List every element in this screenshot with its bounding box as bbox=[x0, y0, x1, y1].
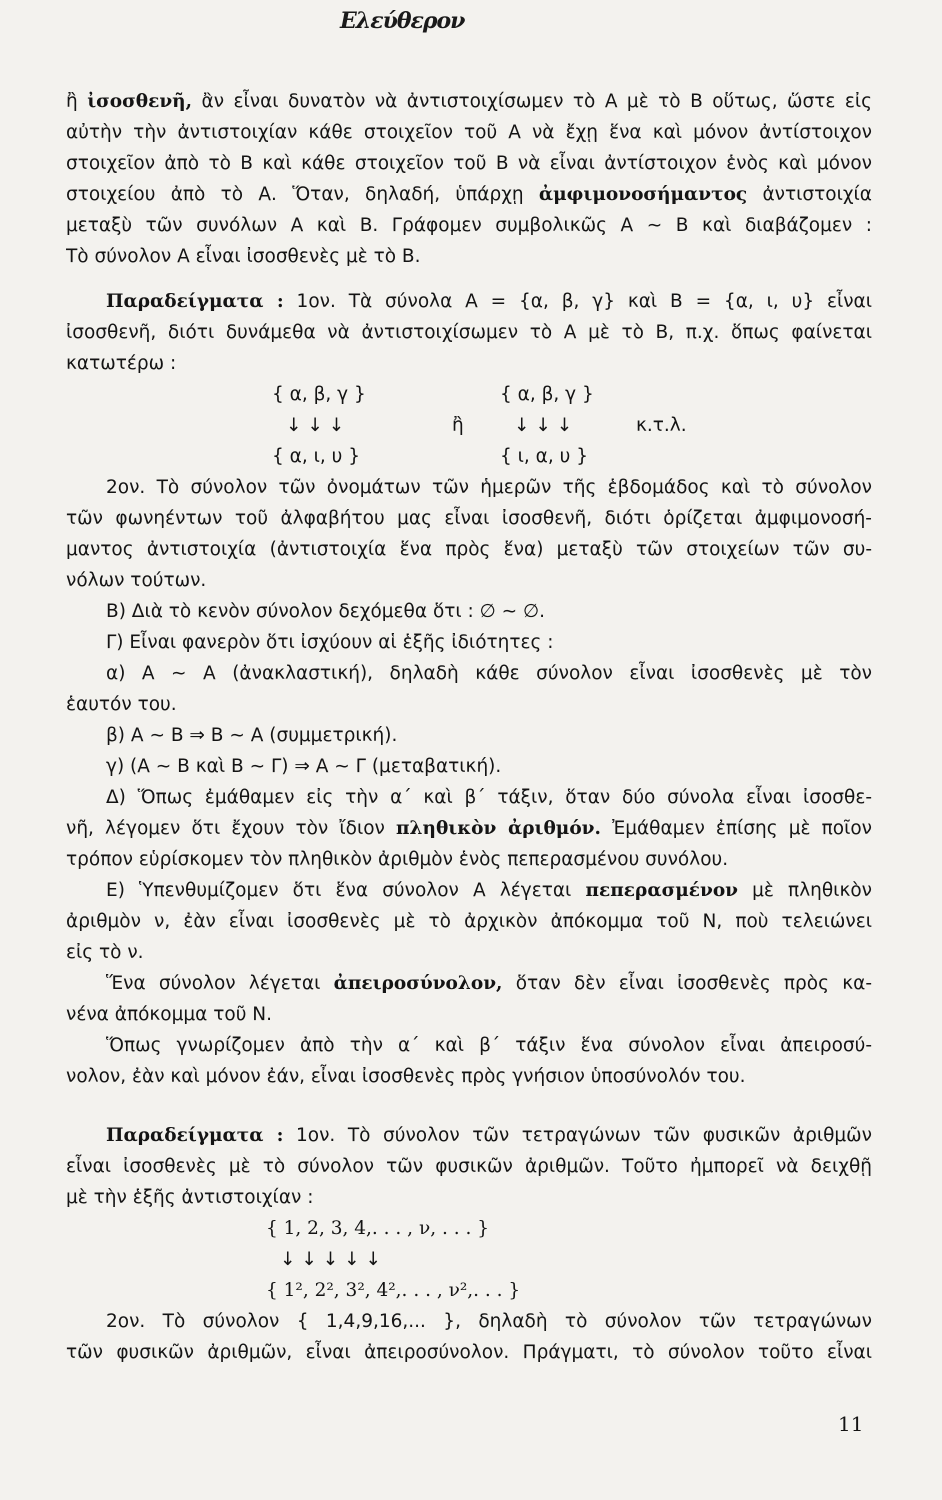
text-line: τῶν φυσικῶν ἀριθμῶν, εἶναι ἀπειροσύνολον. Πράγματι, τὸ σύνολον τοῦτο εἶναι bbox=[66, 1342, 872, 1363]
text-line: μεταξὺ τῶν συνόλων Α καὶ Β. Γράφομεν συμβολικῶς Α ∼ Β καὶ διαβάζομεν : bbox=[66, 215, 872, 236]
text-line: νόλων τούτων. bbox=[66, 570, 207, 591]
body-text bbox=[66, 86, 872, 1368]
mapping-row-bottom bbox=[66, 441, 872, 472]
text-line: αὐτὴν τὴν ἀντιστοιχίαν κάθε στοιχεῖον τοῦ Α νὰ ἔχῃ ἕνα καὶ μόνον ἀντίστοιχον bbox=[66, 122, 872, 143]
text-line: ἰσοσθενῆ, διότι δυνάμεθα νὰ ἀντιστοιχίσωμεν τὸ Α μὲ τὸ Β, π.χ. ὅπως φαίνεται bbox=[66, 322, 872, 343]
etc-word: κ.τ.λ. bbox=[636, 415, 687, 436]
or-word: ἢ bbox=[452, 415, 464, 436]
squares-set: { 1², 2², 3², 4²,. . . , ν²,. . . } bbox=[266, 1280, 521, 1301]
text-line: Ἕνα σύνολον λέγεται ἀπειροσύνολον, ὅταν δὲν εἶναι ἰσοσθενὲς πρὸς κα- bbox=[106, 973, 872, 994]
text-line: Δ) Ὅπως ἐμάθαμεν εἰς τὴν α΄ καὶ β΄ τάξιν, ὅταν δύο σύνολα εἶναι ἰσοσθε- bbox=[106, 787, 872, 808]
text-line: ἀριθμὸν ν, ἐὰν εἶναι ἰσοσθενὲς μὲ τὸ ἀρχικὸν ἀπόκομμα τοῦ Ν, ποὺ τελειώνει bbox=[66, 911, 872, 932]
text-line: ἢ ἰσοσθενῆ, ἂν εἶναι δυνατὸν νὰ ἀντιστοιχίσωμεν τὸ Α μὲ τὸ Β οὕτως, ὥστε εἰς bbox=[66, 91, 872, 112]
mapping-row-top bbox=[66, 379, 872, 410]
set-b-right: { ι, α, υ } bbox=[500, 446, 588, 467]
set-a-left: { α, β, γ } bbox=[272, 384, 366, 405]
set-b-left: { α, ι, υ } bbox=[272, 446, 360, 467]
examples-heading-line: Παραδείγματα : 1ον. Τὸ σύνολον τῶν τετραγώνων τῶν φυσικῶν ἀριθμῶν bbox=[106, 1125, 872, 1146]
text-line: 2ον. Τὸ σύνολον { 1,4,9,16,... }, δηλαδὴ τὸ σύνολον τῶν τετραγώνων bbox=[106, 1311, 872, 1332]
text-line: Τὸ σύνολον Α εἶναι ἰσοσθενὲς μὲ τὸ Β. bbox=[66, 246, 421, 267]
text-line: β) Α ∼ Β ⇒ Β ∼ Α (συμμετρική). bbox=[106, 725, 398, 746]
squares-row-top bbox=[66, 1213, 872, 1244]
text-line: στοιχείου ἀπὸ τὸ Α. Ὅταν, δηλαδή, ὑπάρχῃ ἀμφιμονοσήμαντος ἀντιστοιχία bbox=[66, 184, 872, 205]
text-line: νένα ἀπόκομμα τοῦ Ν. bbox=[66, 1004, 272, 1025]
text-line: Ὅπως γνωρίζομεν ἀπὸ τὴν α΄ καὶ β΄ τάξιν ἕνα σύνολον εἶναι ἀπειροσύ- bbox=[106, 1035, 872, 1056]
text-line: α) Α ∼ Α (ἀνακλαστική), δηλαδὴ κάθε σύνολον εἶναι ἰσοσθενὲς μὲ τὸν bbox=[106, 663, 872, 684]
text-line: εἰς τὸ ν. bbox=[66, 942, 144, 963]
text-line: ἑαυτόν του. bbox=[66, 694, 177, 715]
text-line: νολον, ἐὰν καὶ μόνον ἐάν, εἶναι ἰσοσθενὲς πρὸς γνήσιον ὑποσύνολόν του. bbox=[66, 1066, 746, 1087]
text-line: νῆ, λέγομεν ὅτι ἔχουν τὸν ἴδιον πληθικὸν ἀριθμόν. Ἐμάθαμεν ἐπίσης μὲ ποῖον bbox=[66, 818, 872, 839]
text-line: στοιχεῖον ἀπὸ τὸ Β καὶ κάθε στοιχεῖον τοῦ Β νὰ εἶναι ἀντίστοιχον ἑνὸς καὶ μόνον bbox=[66, 153, 872, 174]
naturals-set: { 1, 2, 3, 4,. . . , ν, . . . } bbox=[266, 1218, 490, 1239]
text-line: τρόπον εὑρίσκομεν τὸν πληθικὸν ἀριθμὸν ἑνὸς πεπερασμένου συνόλου. bbox=[66, 849, 729, 870]
arrows-left: ↓ ↓ ↓ bbox=[286, 415, 345, 436]
text-line: μαντος ἀντιστοιχία (ἀντιστοιχία ἕνα πρὸς ἕνα) μεταξὺ τῶν στοιχείων τῶν συ- bbox=[66, 539, 872, 560]
text-line: Γ) Εἶναι φανερὸν ὅτι ἰσχύουν αἱ ἑξῆς ἰδιότητες : bbox=[106, 632, 554, 653]
header-stamp: Ελεύθερον bbox=[340, 8, 465, 34]
squares-row-bottom bbox=[66, 1275, 872, 1306]
page-number: 11 bbox=[838, 1412, 864, 1436]
text-line: γ) (Α ∼ Β καὶ Β ∼ Γ) ⇒ Α ∼ Γ (μεταβατική). bbox=[106, 756, 502, 777]
examples-heading-line: Παραδείγματα : 1ον. Τὰ σύνολα Α = {α, β, γ} καὶ Β = {α, ι, υ} εἶναι bbox=[106, 291, 872, 312]
arrows-right: ↓ ↓ ↓ bbox=[514, 415, 573, 436]
squares-row-arrows bbox=[66, 1244, 872, 1275]
mapping-row-arrows bbox=[66, 410, 872, 441]
text-line: εἶναι ἰσοσθενὲς μὲ τὸ σύνολον τῶν φυσικῶν ἀριθμῶν. Τοῦτο ἠμπορεῖ νὰ δειχθῇ bbox=[66, 1156, 872, 1177]
text-line: 2ον. Τὸ σύνολον τῶν ὀνομάτων τῶν ἡμερῶν τῆς ἑβδομάδος καὶ τὸ σύνολον bbox=[106, 477, 872, 498]
text-line: Ε) Ὑπενθυμίζομεν ὅτι ἕνα σύνολον Α λέγεται πεπερασμένον μὲ πληθικὸν bbox=[106, 880, 872, 901]
text-line: μὲ τὴν ἑξῆς ἀντιστοιχίαν : bbox=[66, 1187, 314, 1208]
set-a-right: { α, β, γ } bbox=[500, 384, 594, 405]
text-line: κατωτέρω : bbox=[66, 353, 177, 374]
text-line: τῶν φωνηέντων τοῦ ἀλφαβήτου μας εἶναι ἰσοσθενῆ, διότι ὁρίζεται ἀμφιμονοσή- bbox=[66, 508, 872, 529]
squares-arrows: ↓ ↓ ↓ ↓ ↓ bbox=[280, 1249, 382, 1270]
text-line: Β) Διὰ τὸ κενὸν σύνολον δεχόμεθα ὅτι : ∅ ∼ ∅. bbox=[106, 601, 546, 622]
